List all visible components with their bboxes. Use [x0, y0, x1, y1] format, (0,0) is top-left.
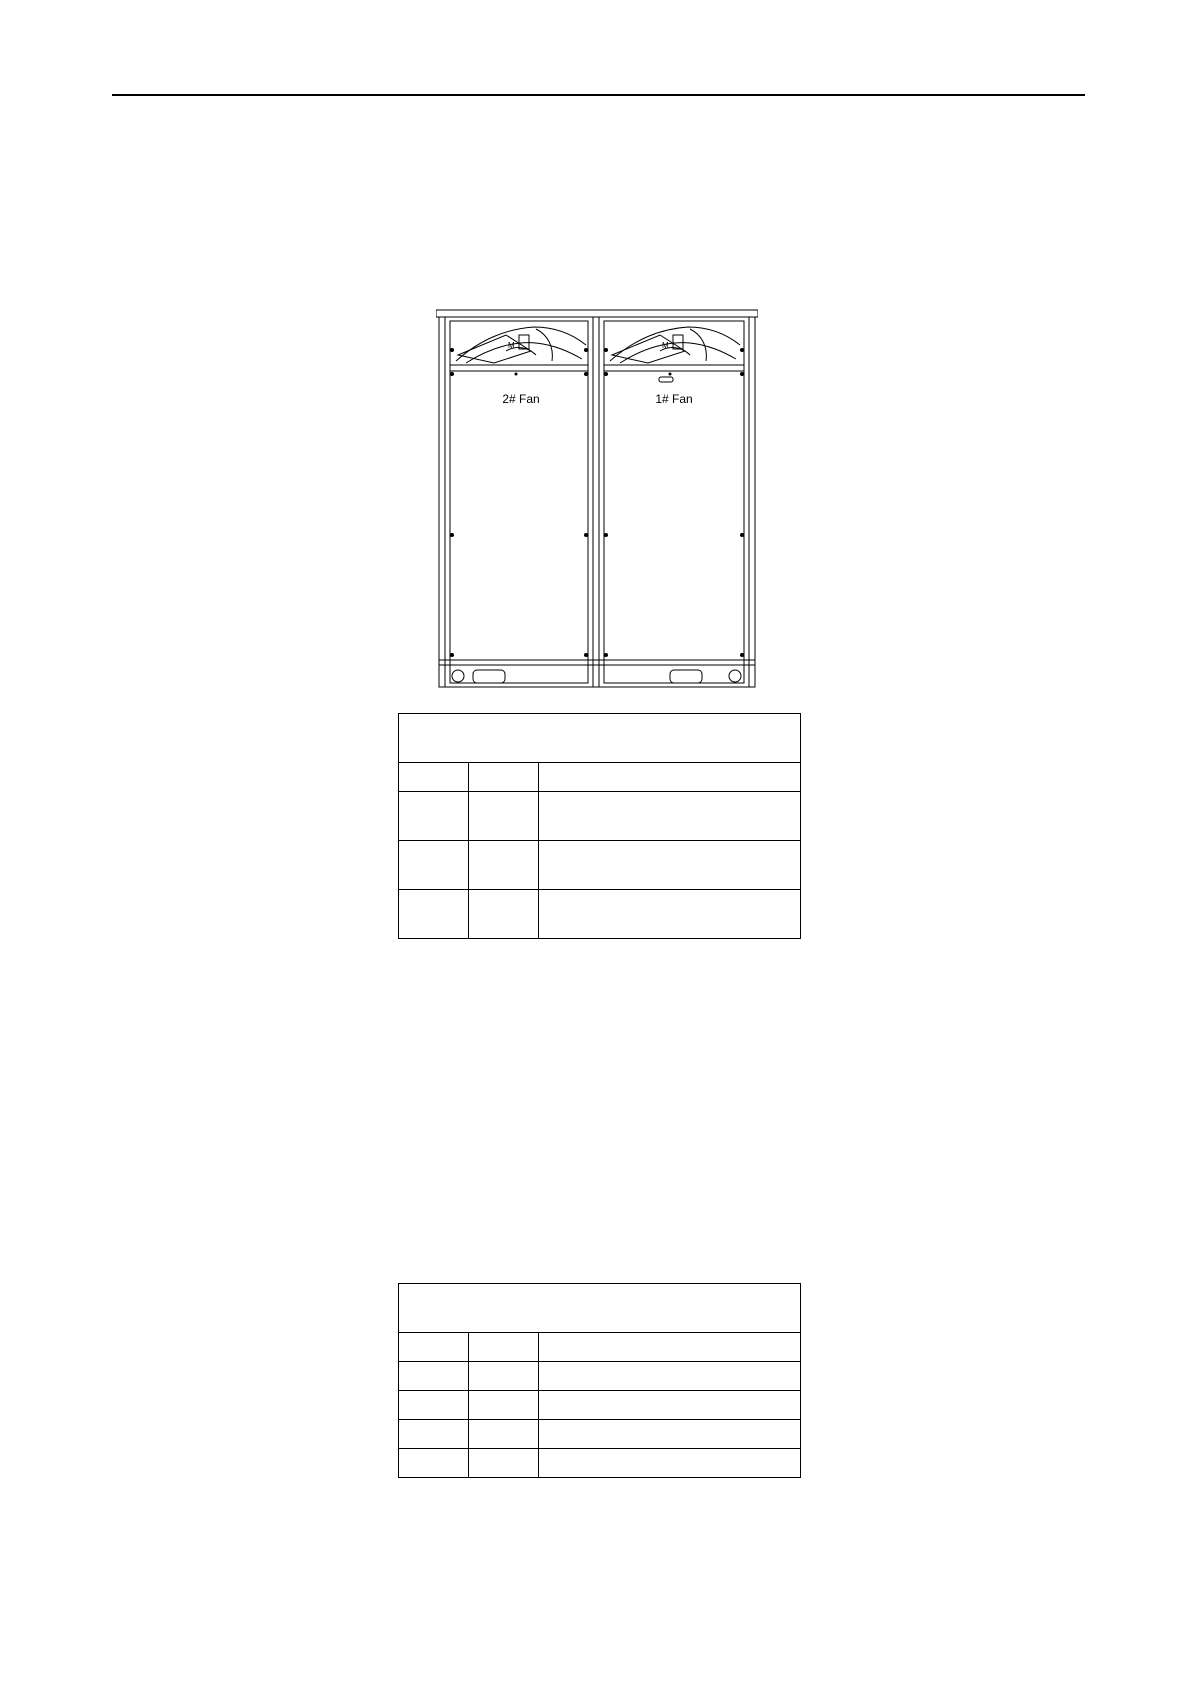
right-drain-slot [670, 670, 702, 683]
table-b [398, 1283, 801, 1478]
header-cell [539, 763, 801, 792]
table-row [399, 1449, 801, 1478]
header-cell [469, 763, 539, 792]
table-cell [469, 890, 539, 939]
table-cell [469, 841, 539, 890]
left-panel [450, 321, 588, 683]
right-panel [604, 321, 744, 683]
svg-text:M: M [508, 341, 515, 350]
table-row [399, 841, 801, 890]
table-row [399, 1420, 801, 1449]
table-header-row [399, 1333, 801, 1362]
left-drain-slot [473, 670, 505, 683]
svg-text:M: M [662, 341, 669, 350]
table-title [399, 1284, 801, 1333]
top-cover [436, 310, 758, 317]
header-cell [399, 1333, 469, 1362]
table-row [399, 792, 801, 841]
header-cell [539, 1333, 801, 1362]
table-cell [469, 1362, 539, 1391]
header-cell [399, 763, 469, 792]
table-header-row [399, 763, 801, 792]
table-cell [539, 792, 801, 841]
table-title [399, 714, 801, 763]
panel-screws [450, 348, 744, 657]
fan-2-label: 2# Fan [502, 392, 540, 406]
right-drain-hole [729, 670, 741, 682]
table-cell [399, 890, 469, 939]
table-cell [399, 1449, 469, 1478]
table-cell [539, 1362, 801, 1391]
left-drain-hole [452, 670, 464, 682]
table-cell [399, 792, 469, 841]
table-row [399, 890, 801, 939]
header-rule [112, 94, 1085, 96]
right-fan-icon [610, 327, 740, 382]
table-row [399, 1362, 801, 1391]
unit-drawing [436, 305, 758, 690]
table-cell [469, 792, 539, 841]
header-cell [469, 1333, 539, 1362]
table-cell [469, 1420, 539, 1449]
table-cell [539, 1449, 801, 1478]
table-cell [539, 1391, 801, 1420]
table-a [398, 713, 801, 939]
table-cell [399, 1420, 469, 1449]
table-cell [469, 1449, 539, 1478]
table-cell [539, 841, 801, 890]
table-cell [539, 890, 801, 939]
table-cell [469, 1391, 539, 1420]
table-cell [399, 1362, 469, 1391]
fan-1-label: 1# Fan [655, 392, 693, 406]
table-cell [399, 1391, 469, 1420]
left-fan-icon [456, 327, 586, 363]
table-row [399, 1391, 801, 1420]
outer-frame [439, 317, 755, 687]
table-cell [539, 1420, 801, 1449]
table-cell [399, 841, 469, 890]
outdoor-unit-front-view [436, 305, 758, 690]
